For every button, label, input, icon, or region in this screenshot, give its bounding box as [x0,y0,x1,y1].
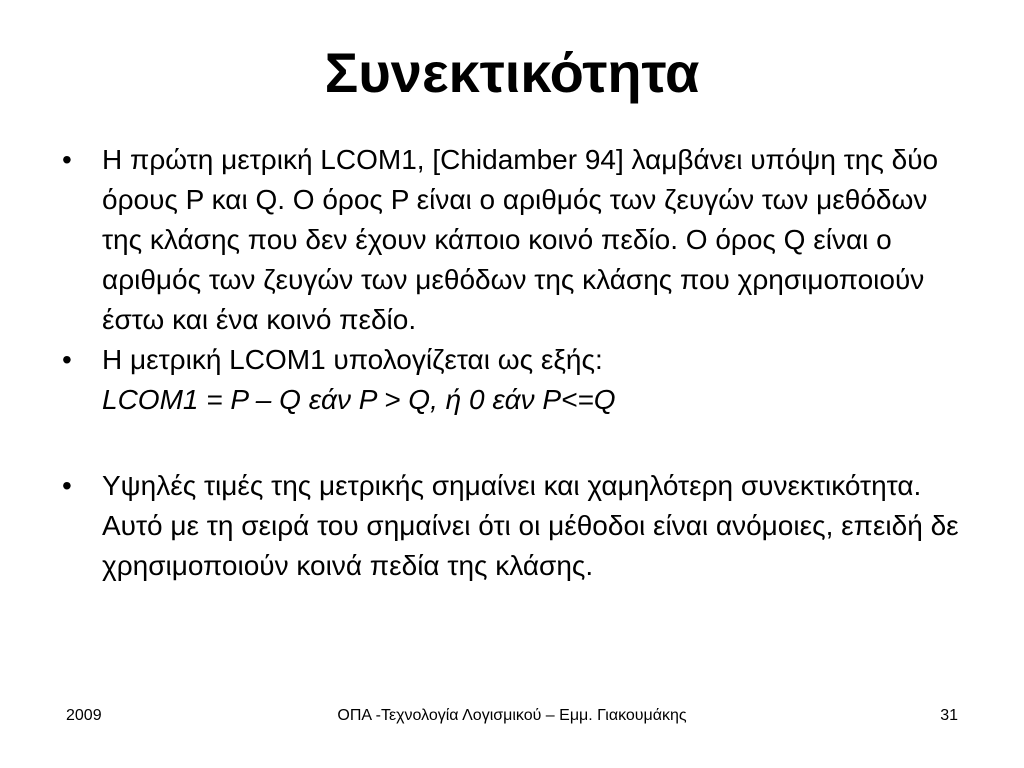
bullet-symbol: • [62,344,72,375]
bullet-item-lcom1-formula [62,340,962,420]
bullet-item-interpretation [62,466,962,586]
bullet-item-lcom1-definition [62,140,962,340]
bullet-text: Η μετρική LCOM1 υπολογίζεται ως εξής: [102,344,603,375]
formula-text: LCOM1 = P – Q εάν P > Q, ή 0 εάν P<=Q [102,384,616,415]
footer-course: ΟΠΑ -Τεχνολογία Λογισμικού – Εμμ. Γιακουμάκης [337,707,687,724]
bullet-text: Υψηλές τιμές της μετρικής σημαίνει και χαμηλότερη συνεκτικότητα. Αυτό με τη σειρά του σημαίνει ότι οι μέθοδοι είναι ανόμοιες, επειδή δε χρησιμοποιούν κοινά πεδία της κλάσης. [102,470,959,581]
bullet-symbol: • [62,470,72,501]
bullet-symbol: • [62,144,72,175]
bullet-list [62,140,962,586]
footer-year: 2009 [66,707,102,724]
slide-title: Συνεκτικότητα [324,41,700,104]
footer-page-number: 31 [940,707,958,724]
bullet-text: Η πρώτη μετρική LCOM1, [Chidamber 94] λαμβάνει υπόψη της δύο όρους P και Q. Ο όρος P είναι ο αριθμός των ζευγών των μεθόδων της κλάσης που δεν έχουν κάποιο κοινό πεδίο. Ο όρος Q είναι ο αριθμός των ζευγών των μεθόδων της κλάσης που χρησιμοποιούν έστω και ένα κοινό πεδίο. [102,144,939,335]
